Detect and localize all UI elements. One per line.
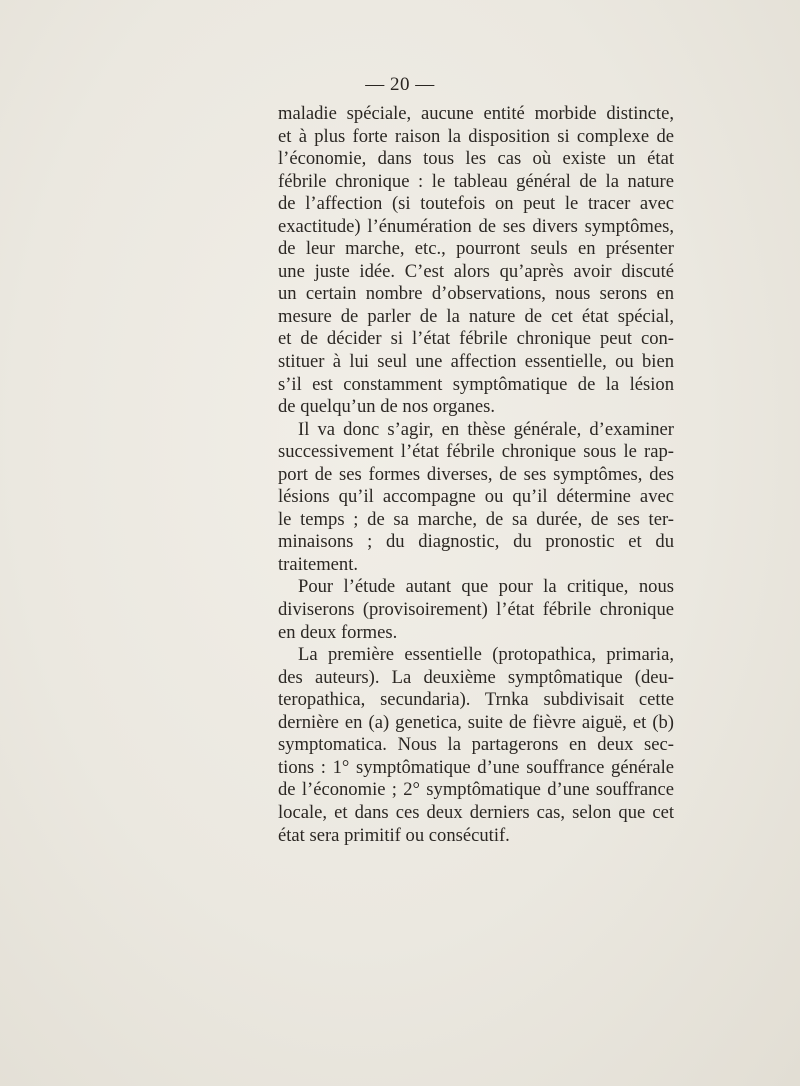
text-line: mesure de parler de la nature de cet état spécial, bbox=[278, 305, 674, 327]
text-line: Il va donc s’agir, en thèse générale, d’examiner bbox=[298, 418, 674, 440]
text-line: et à plus forte raison la disposition si complexe de bbox=[278, 125, 674, 147]
text-line: exactitude) l’énumération de ses divers symptômes, bbox=[278, 215, 674, 237]
text-line: dernière en (a) genetica, suite de fièvre aiguë, et (b) bbox=[278, 711, 674, 733]
text-line: locale, et dans ces deux derniers cas, selon que cet bbox=[278, 801, 674, 823]
text-line: de quelqu’un de nos organes. bbox=[278, 396, 496, 418]
text-line: stituer à lui seul une affection essentielle, ou bien bbox=[278, 351, 674, 373]
body-text bbox=[278, 103, 674, 847]
text-line: diviserons (provisoirement) l’état fébrile chronique bbox=[278, 599, 674, 621]
text-line: de l’économie ; 2° symptômatique d’une souffrance bbox=[278, 779, 674, 801]
text-line: traitement. bbox=[278, 553, 359, 575]
text-line: fébrile chronique : le tableau général de la nature bbox=[278, 170, 674, 192]
text-line: une juste idée. C’est alors qu’après avoir discuté bbox=[278, 260, 674, 282]
text-line: de leur marche, etc., pourront seuls en présenter bbox=[278, 238, 674, 260]
paragraph bbox=[278, 576, 674, 644]
paragraph bbox=[278, 419, 674, 577]
text-line: minaisons ; du diagnostic, du pronostic et du bbox=[278, 531, 674, 553]
text-line: état sera primitif ou consécutif. bbox=[278, 824, 510, 846]
text-line: s’il est constamment symptômatique de la lésion bbox=[278, 373, 674, 395]
text-line: tions : 1° symptômatique d’une souffrance générale bbox=[278, 756, 674, 778]
text-line: des auteurs). La deuxième symptômatique (deu- bbox=[278, 666, 674, 688]
paragraph bbox=[278, 103, 674, 419]
text-line: un certain nombre d’observations, nous serons en bbox=[278, 283, 674, 305]
text-line: Pour l’étude autant que pour la critique, nous bbox=[298, 576, 674, 598]
text-line: l’économie, dans tous les cas où existe un état bbox=[278, 148, 674, 170]
text-line: lésions qu’il accompagne ou qu’il détermine avec bbox=[278, 486, 674, 508]
text-line: successivement l’état fébrile chronique sous le rap- bbox=[278, 441, 674, 463]
text-line: et de décider si l’état fébrile chronique peut con- bbox=[278, 328, 674, 350]
text-line: de l’affection (si toutefois on peut le tracer avec bbox=[278, 193, 674, 215]
paragraph bbox=[278, 644, 674, 847]
text-line: La première essentielle (protopathica, primaria, bbox=[298, 644, 674, 666]
text-line: maladie spéciale, aucune entité morbide distincte, bbox=[278, 103, 674, 124]
text-line: symptomatica. Nous la partagerons en deux sec- bbox=[278, 734, 674, 756]
text-line: le temps ; de sa marche, de sa durée, de ses ter- bbox=[278, 508, 674, 530]
text-line: port de ses formes diverses, de ses symptômes, des bbox=[278, 463, 674, 485]
text-line: teropathica, secundaria). Trnka subdivisait cette bbox=[278, 689, 674, 711]
page-number: — 20 — bbox=[365, 74, 435, 95]
text-line: en deux formes. bbox=[278, 621, 398, 643]
